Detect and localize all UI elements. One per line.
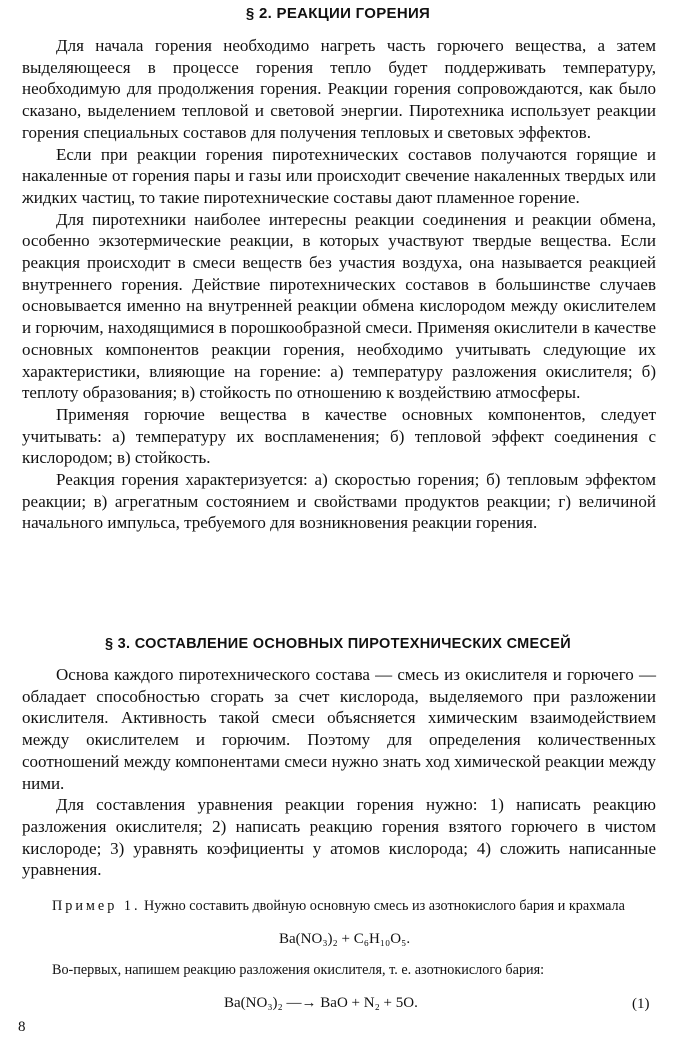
formula-mixture: Ba(NO₃)₂ + C₆H₁₀O₅.: [279, 931, 411, 947]
section-3-paragraph: Для составления уравнения реакции горения нужно: 1) написать реакцию разложения окислителя; 2) написать реакцию горения взятого горючего в чистом кислороде; 3) уравнять коэфициенты у атомов кислорода; 4) сложить написанные уравнения.: [22, 795, 656, 880]
example-statement: Нужно составить двойную основную смесь из азотнокислого бария и крахмала: [144, 898, 625, 914]
formula-decomposition: Ba(NO₃)₂ —→ BaO + N₂ + 5O.: [224, 995, 418, 1011]
section-3-body: [22, 664, 656, 881]
section-2-paragraph: Для начала горения необходимо нагреть часть горючего вещества, а затем выделяющееся в процессе горения тепло будет поддерживать температуру, необходимую для продолжения горения. Реакции горения сопровождаются, как было сказано, выделением тепловой и световой энергии. Пиротехника использует реакции горения специальных составов для получения тепловых и световых эффектов.: [22, 36, 656, 142]
section-2-paragraph: Реакция горения характеризуется: а) скоростью горения; б) тепловым эффектом реакции; в) агрегатным состоянием и свойствами продуктов реакции; г) величиной начального импульса, требуемого для возникновения реакции горения.: [22, 470, 656, 533]
example-1-step: Во-первых, напишем реакцию разложения окислителя, т. е. азотнокислого бария:: [52, 962, 545, 978]
section-2-paragraph: Применяя горючие вещества в качестве основных компонентов, следует учитывать: а) температуру их воспламенения; б) тепловой эффект соединения с кислородом; в) стойкость.: [22, 404, 656, 468]
example-1-text: [22, 898, 656, 915]
section-2-heading: § 2. РЕАКЦИИ ГОРЕНИЯ: [245, 5, 431, 22]
section-3-heading: § 3. СОСТАВЛЕНИЕ ОСНОВНЫХ ПИРОТЕХНИЧЕСКИХ СМЕСЕЙ: [104, 636, 571, 652]
section-2-paragraph: Для пиротехники наиболее интересны реакции соединения и реакции обмена, особенно экзотермические реакции, в которых участвуют твердые вещества. Если реакция происходит в смеси веществ без участия воздуха, она называется реакцией внутреннего горения. Действие пиротехнических составов в большинстве случаев основывается именно на внутренней реакции обмена кислородом между окислителем и горючим, находящимися в порошкообразной смеси. Применяя окислители в качестве основных компонентов реакции горения, необходимо учитывать следующие их характеристики, влияющие на горение: а) температуру разложения окислителя; б) теплоту образования; в) стойкость по отношению к воздействию атмосферы.: [22, 209, 656, 403]
section-2-paragraph: Если при реакции горения пиротехнических составов получаются горящие и накаленные от горения пары и газы или происходит свечение накаленных твердых или жидких частиц, то такие пиротехнические составы дают пламенное горение.: [22, 144, 656, 207]
section-3-paragraph: Основа каждого пиротехнического состава — смесь из окислителя и горючего — обладает способностью сгорать за счет кислорода, выделяемого при разложении окислителя. Активность такой смеси объясняется химическим взаимодействием между окислителем и горючим. Поэтому для определения количественных соотношений между компонентами смеси нужно знать ход химической реакции между ними.: [22, 665, 656, 793]
equation-number: (1): [632, 996, 650, 1012]
section-2-body: [22, 35, 656, 534]
example-lead: Пример 1.: [52, 898, 141, 914]
page-number: 8: [18, 1019, 26, 1035]
